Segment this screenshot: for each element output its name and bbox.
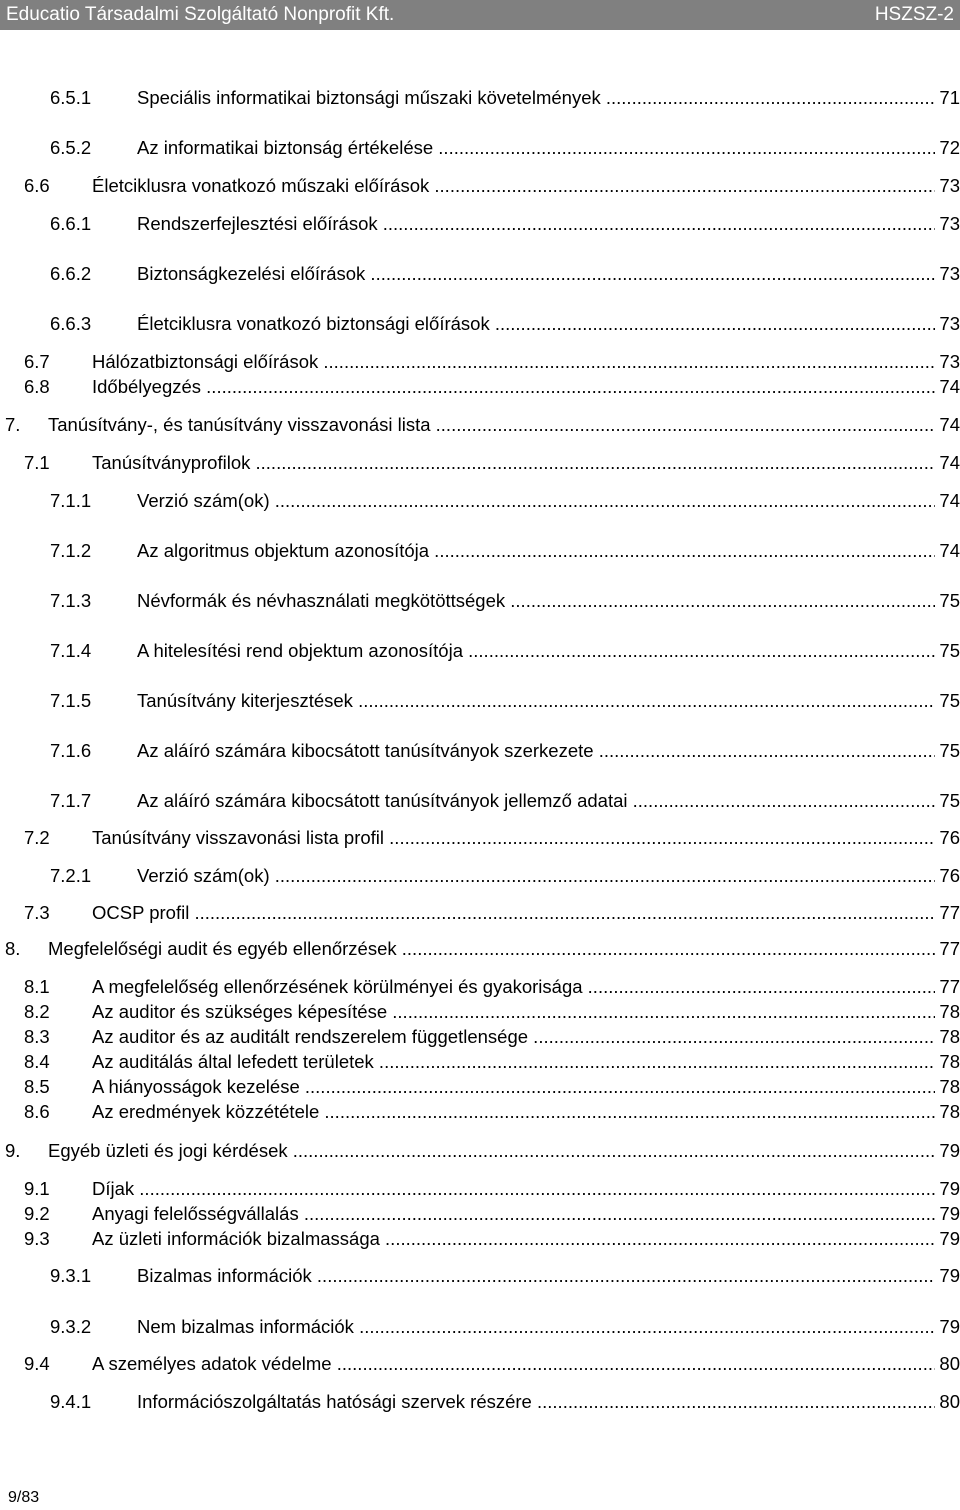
toc-entry[interactable] [24,975,960,999]
toc-entry[interactable] [24,375,960,399]
toc-title: Tanúsítvány visszavonási lista profil ..... [92,826,960,850]
toc-title: Díjak ..... [92,1177,960,1201]
toc-number: 6.6.3 [50,313,92,334]
toc-page: 78 [935,1100,960,1124]
toc-number: 9.3.1 [50,1265,92,1286]
toc-number: 9.4.1 [50,1391,92,1412]
toc-number: 6.6.2 [50,263,92,284]
toc-entry[interactable] [24,1202,960,1226]
toc-page: 79 [935,1264,960,1288]
toc-page: 78 [935,1075,960,1099]
toc-entry[interactable] [50,789,960,813]
toc-entry[interactable] [50,639,960,663]
toc-page: 79 [935,1139,960,1163]
header-doc-code: HSZSZ-2 [874,4,954,25]
toc-number: 7.1.4 [50,640,92,661]
toc-number: 7.3 [24,902,50,923]
toc-page: 79 [935,1315,960,1339]
toc-title: Az auditor és az auditált rendszerelem függetlensége ..... [92,1025,960,1049]
toc-entry[interactable] [50,136,960,160]
toc-number: 7.1.6 [50,740,92,761]
toc-title: Információszolgáltatás hatósági szervek részére ..... [137,1390,960,1414]
toc-title: A hiányosságok kezelése ..... [92,1075,960,1099]
toc-title: Az eredmények közzététele ..... [92,1100,960,1124]
toc-entry[interactable] [24,1177,960,1201]
toc-entry[interactable] [50,1315,960,1339]
toc-page: 78 [935,1050,960,1074]
toc-page: 73 [935,212,960,236]
toc-title: Hálózatbiztonsági előírások ..... [92,350,960,374]
toc-number: 9.1 [24,1178,50,1199]
toc-number: 6.6.1 [50,213,92,234]
toc-title: A megfelelőség ellenőrzésének körülményei és gyakorisága ..... [92,975,960,999]
toc-entry[interactable] [24,1100,960,1124]
toc-number: 7.1 [24,452,50,473]
toc-page: 76 [935,826,960,850]
toc-entry[interactable] [24,174,960,198]
toc-page: 76 [935,864,960,888]
toc-page: 77 [935,975,960,999]
toc-page: 79 [935,1227,960,1251]
toc-title: Verzió szám(ok) ..... [137,489,960,513]
toc-number: 9.3 [24,1228,50,1249]
toc-entry[interactable] [50,689,960,713]
toc-entry[interactable] [50,212,960,236]
toc-entry[interactable] [5,413,960,437]
toc-number: 7.1.7 [50,790,92,811]
toc-title: Az informatikai biztonság értékelése ..... [137,136,960,160]
toc-title: Nem bizalmas információk ..... [137,1315,960,1339]
toc-page: 74 [935,539,960,563]
page-header [0,0,960,30]
toc-entry[interactable] [5,1139,960,1163]
toc-title: Az aláíró számára kibocsátott tanúsítványok szerkezete ..... [137,739,960,763]
toc-title: Tanúsítvány kiterjesztések ..... [137,689,960,713]
page-number: 9/83 [8,1489,40,1506]
toc-entry[interactable] [5,937,960,961]
toc-title: Az aláíró számára kibocsátott tanúsítványok jellemző adatai ..... [137,789,960,813]
toc-entry[interactable] [50,589,960,613]
toc-number: 7.1.3 [50,590,92,611]
toc-number: 6.6 [24,175,50,196]
toc-title: Tanúsítvány-, és tanúsítvány visszavonási lista ..... [48,413,960,437]
toc-page: 74 [935,451,960,475]
toc-page: 75 [935,589,960,613]
toc-number: 6.5.2 [50,137,92,158]
toc-page: 74 [935,489,960,513]
toc-title: Biztonságkezelési előírások ..... [137,262,960,286]
toc-page: 75 [935,639,960,663]
toc-title: A hitelesítési rend objektum azonosítója ..... [137,639,960,663]
toc-number: 9.4 [24,1353,50,1374]
toc-entry[interactable] [50,489,960,513]
toc-number: 6.7 [24,351,50,372]
toc-page: 77 [935,901,960,925]
toc-title: A személyes adatok védelme ..... [92,1352,960,1376]
header-company: Educatio Társadalmi Szolgáltató Nonprofit Kft. [6,4,395,25]
toc-page: 71 [935,86,960,110]
toc-number: 7. [5,414,21,435]
toc-title: Bizalmas információk ..... [137,1264,960,1288]
toc-title: Az algoritmus objektum azonosítója ..... [137,539,960,563]
toc-entry[interactable] [24,901,960,925]
toc-number: 7.1.1 [50,490,92,511]
toc-entry[interactable] [24,1000,960,1024]
toc-number: 7.1.5 [50,690,92,711]
toc-title: Az auditálás által lefedett területek ..... [92,1050,960,1074]
toc-number: 9.3.2 [50,1316,92,1337]
toc-number: 8.2 [24,1001,50,1022]
toc-entry[interactable] [50,739,960,763]
toc-entry[interactable] [24,1352,960,1376]
toc-number: 6.8 [24,376,50,397]
toc-page: 75 [935,739,960,763]
toc-title: Speciális informatikai biztonsági műszaki követelmények ..... [137,86,960,110]
toc-number: 9. [5,1140,21,1161]
toc-page: 78 [935,1000,960,1024]
toc-title: Tanúsítványprofilok ..... [92,451,960,475]
toc-number: 8.3 [24,1026,50,1047]
toc-number: 8.6 [24,1101,50,1122]
toc-entry[interactable] [24,826,960,850]
toc-entry[interactable] [50,1390,960,1414]
toc-page: 73 [935,174,960,198]
toc-entry[interactable] [24,1050,960,1074]
toc-page: 74 [935,413,960,437]
toc-entry[interactable] [50,312,960,336]
toc-entry[interactable] [24,1075,960,1099]
toc-title: Időbélyegzés ..... [92,375,960,399]
toc-number: 7.2 [24,827,50,848]
toc-title: Életciklusra vonatkozó műszaki előírások ..... [92,174,960,198]
toc-page: 80 [935,1352,960,1376]
toc-title: Megfelelőségi audit és egyéb ellenőrzések ..... [48,937,960,961]
toc-page: 80 [935,1390,960,1414]
toc-title: Életciklusra vonatkozó biztonsági előírások ..... [137,312,960,336]
toc-number: 9.2 [24,1203,50,1224]
toc-entry[interactable] [24,1227,960,1251]
toc-entry[interactable] [24,350,960,374]
toc-title: Névformák és névhasználati megkötöttségek ..... [137,589,960,613]
toc-title: Verzió szám(ok) ..... [137,864,960,888]
toc-number: 8.5 [24,1076,50,1097]
toc-page: 77 [935,937,960,961]
toc-entry[interactable] [24,1025,960,1049]
toc-page: 73 [935,350,960,374]
toc-page: 73 [935,262,960,286]
toc-entry[interactable] [24,451,960,475]
toc-title: Rendszerfejlesztési előírások ..... [137,212,960,236]
toc-number: 7.1.2 [50,540,92,561]
toc-title: OCSP profil ..... [92,901,960,925]
toc-entry[interactable] [50,539,960,563]
toc-title: Az üzleti információk bizalmassága ..... [92,1227,960,1251]
toc-entry[interactable] [50,1264,960,1288]
toc-title: Az auditor és szükséges képesítése ..... [92,1000,960,1024]
toc-page: 73 [935,312,960,336]
toc-number: 8.1 [24,976,50,997]
toc-page: 74 [935,375,960,399]
toc-entry[interactable] [50,262,960,286]
toc-number: 8.4 [24,1051,50,1072]
toc-page: 79 [935,1177,960,1201]
toc-title: Anyagi felelősségvállalás ..... [92,1202,960,1226]
toc-page: 75 [935,689,960,713]
toc-page: 79 [935,1202,960,1226]
toc-page: 72 [935,136,960,160]
toc-number: 8. [5,938,21,959]
toc-page: 78 [935,1025,960,1049]
toc-number: 7.2.1 [50,865,92,886]
toc-entry[interactable] [50,86,960,110]
toc-title: Egyéb üzleti és jogi kérdések ..... [48,1139,960,1163]
toc-entry[interactable] [50,864,960,888]
toc-number: 6.5.1 [50,87,92,108]
toc-page: 75 [935,789,960,813]
